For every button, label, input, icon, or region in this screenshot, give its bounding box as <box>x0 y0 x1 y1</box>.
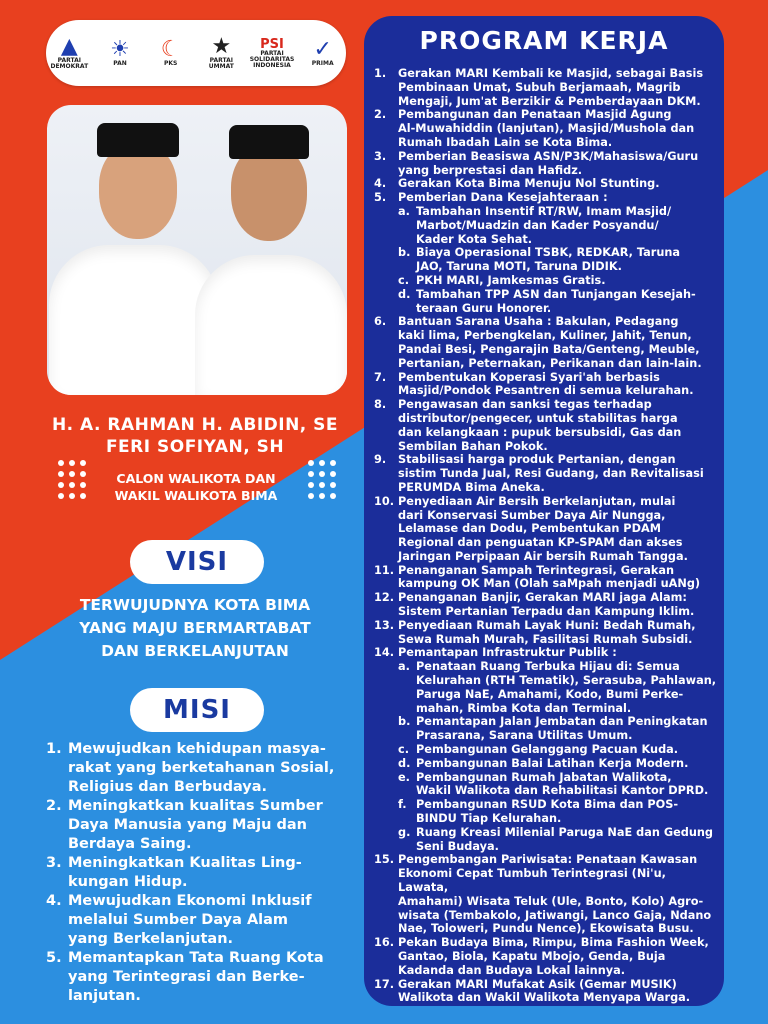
program-sub-line: Pembangunan RSUD Kota Bima dan POS- <box>416 798 679 812</box>
misi-line: Memantapkan Tata Ruang Kota <box>68 950 324 966</box>
program-number: 10. <box>374 494 395 508</box>
program-line: Pekan Budaya Bima, Rimpu, Bima Fashion Week, <box>398 936 709 950</box>
program-line: kaki lima, Perbengkelan, Kuliner, Jahit, Tenun, <box>398 329 692 343</box>
program-number: 16. <box>374 936 395 950</box>
program-sub-line: Prasarana, Sarana Utilitas Umum. <box>416 729 633 743</box>
misi-item <box>46 854 356 892</box>
program-line: Penyediaan Air Bersih Berkelanjutan, mulai <box>398 494 676 508</box>
program-subitem <box>398 715 720 743</box>
program-sub-letter: a. <box>398 660 410 674</box>
program-sub-line: Wakil Walikota dan Rehabilitasi Kantor DPRD. <box>416 784 709 798</box>
program-sub-line: BINDU Tiap Kelurahan. <box>416 812 562 826</box>
program-subitem <box>398 771 720 799</box>
program-item <box>374 646 720 853</box>
program-text <box>398 936 720 977</box>
party-logo-label: PARTAI UMMAT <box>208 57 234 70</box>
program-line: Gerakan MARI Mufakat Asik (Gemar MUSIK) <box>398 977 677 991</box>
misi-line: Mewujudkan kehidupan masya- <box>68 741 326 757</box>
program-sub-letter: d. <box>398 287 411 301</box>
party-logo-label: PARTAI DEMOKRAT <box>50 57 89 70</box>
party-logo <box>97 29 144 77</box>
party-logos-bar <box>46 20 346 86</box>
program-sub-line: Marbot/Muadzin dan Kader Posyandu/ <box>416 218 659 232</box>
program-sub-text <box>416 246 680 274</box>
program-text <box>398 371 720 399</box>
program-line: Pemberian Beasiswa ASN/P3K/Mahasiswa/Guru <box>398 149 699 163</box>
misi-line: Daya Manusia yang Maju dan <box>68 817 307 833</box>
party-logo <box>299 29 346 77</box>
program-line: Penanganan Sampah Terintegrasi, Gerakan <box>398 563 675 577</box>
party-logo-label: PKS <box>163 60 178 67</box>
program-item <box>374 398 720 453</box>
misi-line: melalui Sumber Daya Alam <box>68 912 289 928</box>
misi-list <box>46 740 356 1006</box>
candidate-1-shirt <box>49 245 219 395</box>
program-line: Regional dan penguatan KP-SPAM dan akses <box>398 536 683 550</box>
misi-number: 5. <box>46 950 62 966</box>
program-item <box>374 177 720 191</box>
program-item <box>374 453 720 494</box>
program-number: 5. <box>374 191 387 205</box>
program-sub-text <box>416 660 716 715</box>
program-item <box>374 371 720 399</box>
party-logo <box>46 29 93 77</box>
position-line-1: CALON WALIKOTA DAN <box>116 471 276 486</box>
program-sub-text <box>416 757 688 771</box>
program-sub-line: Seni Budaya. <box>416 839 499 853</box>
misi-text <box>68 797 323 854</box>
program-line: Pandai Besi, Pengarajin Bata/Genteng, Meuble, <box>398 342 700 356</box>
program-line: Sembilan Bahan Pokok. <box>398 439 548 453</box>
program-sub-line: Pemantapan Jalan Jembatan dan Peningkatan <box>416 715 708 729</box>
program-line: Jaringan Perpipaan Air bersih Rumah Tangga. <box>398 549 688 563</box>
program-text <box>398 853 720 936</box>
program-subitem <box>398 757 720 771</box>
program-line: Pembinaan Umat, Subuh Berjamaah, Magrib <box>398 80 681 94</box>
program-line: Bantuan Sarana Usaha : Bakulan, Pedagang <box>398 315 679 329</box>
misi-text <box>68 949 324 1006</box>
program-sub-line: Kader Kota Sehat. <box>416 232 533 246</box>
visi-heading: VISI <box>130 540 264 584</box>
program-line: distributor/pengecer, untuk stabilitas harga <box>398 411 678 425</box>
program-line: Nae, Toloweri, Pundu Nence), Ekowisata Busu. <box>398 922 694 936</box>
misi-item <box>46 892 356 949</box>
program-text <box>398 315 720 370</box>
program-number: 11. <box>374 563 395 577</box>
program-sub-text <box>416 205 671 246</box>
visi-line: TERWUJUDNYA KOTA BIMA <box>79 596 311 614</box>
program-sub-letter: d. <box>398 756 411 770</box>
misi-line: Berdaya Saing. <box>68 836 192 852</box>
candidate-2-shirt <box>195 255 347 395</box>
program-line: Pengawasan dan sanksi tegas terhadap <box>398 398 652 412</box>
party-logo-mark: ☀ <box>110 37 130 62</box>
program-number: 1. <box>374 67 387 80</box>
program-sub-line: Pembangunan Gelanggang Pacuan Kuda. <box>416 743 679 757</box>
program-subitem <box>398 798 720 826</box>
program-text <box>398 591 720 619</box>
candidate-name-1: H. A. RAHMAN H. ABIDIN, SE <box>51 415 339 435</box>
candidate-names <box>40 414 350 458</box>
program-subitem <box>398 274 720 288</box>
program-item <box>374 150 720 178</box>
program-line: wisata (Tembakolo, Jatiwangi, Lanco Gaja, Ndano <box>398 908 712 922</box>
program-line: Mengaji, Jum'at Berzikir & Pemberdayaan DKM. <box>398 94 701 108</box>
program-line: Rumah Ibadah Lain se Kota Bima. <box>398 135 613 149</box>
program-item <box>374 936 720 977</box>
program-sub-text <box>416 771 708 799</box>
program-subitem <box>398 826 720 854</box>
misi-line: Meningkatkan Kualitas Ling- <box>68 855 302 871</box>
program-subitem <box>398 660 720 715</box>
misi-line: Religius dan Berbudaya. <box>68 779 268 795</box>
program-line: Pertanian, Peternakan, Perikanan dan lain-lain. <box>398 356 702 370</box>
program-text <box>398 619 720 647</box>
program-number: 15. <box>374 853 395 867</box>
party-logo <box>198 29 245 77</box>
program-line: Sewa Rumah Murah, Fasilitasi Rumah Subsidi. <box>398 632 693 646</box>
program-item <box>374 495 720 564</box>
program-item <box>374 853 720 936</box>
program-sub-letter: g. <box>398 825 411 839</box>
decor-dots-left <box>58 460 86 499</box>
program-line: sistim Tunda Jual, Resi Gudang, dan Revitalisasi <box>398 467 704 481</box>
misi-line: rakat yang berketahanan Sosial, <box>68 760 335 776</box>
program-sub-line: Paruga NaE, Amahami, Kodo, Bumi Perke- <box>416 687 684 701</box>
program-number: 9. <box>374 453 387 467</box>
program-line: Gantao, Biola, Kapatu Mbojo, Genda, Buja <box>398 950 666 963</box>
program-subitem <box>398 246 720 274</box>
misi-number: 2. <box>46 798 62 814</box>
candidate-2-cap <box>229 125 309 159</box>
program-line: yang berprestasi dan Hafidz. <box>398 163 583 177</box>
program-line: Pembangunan dan Penataan Masjid Agung <box>398 108 672 122</box>
program-text <box>398 495 720 564</box>
program-sub-line: JAO, Taruna MOTI, Taruna DIDIK. <box>416 260 622 274</box>
candidate-1-face <box>99 143 177 239</box>
party-logo-mark: ☾ <box>160 37 181 62</box>
program-line: Pengembangan Pariwisata: Penataan Kawasan <box>398 853 698 867</box>
program-line: Lelamase dan Dodu, Pembentukan PDAM <box>398 522 661 536</box>
program-subitem <box>398 205 720 246</box>
program-sub-line: mahan, Rimba Kota dan Terminal. <box>416 701 632 715</box>
program-sub-text <box>416 798 678 826</box>
party-logo-mark: PSI <box>260 36 284 52</box>
program-line: kampung OK Man (Olah saMpah menjadi uANg) <box>398 577 701 591</box>
misi-number: 3. <box>46 855 62 871</box>
program-sub-letter: b. <box>398 246 411 260</box>
candidate-position <box>96 470 296 504</box>
misi-item <box>46 797 356 854</box>
candidate-2-face <box>231 145 307 241</box>
program-number: 6. <box>374 315 387 329</box>
program-item <box>374 978 720 1006</box>
visi-line: YANG MAJU BERMARTABAT <box>79 619 311 637</box>
program-line: Pemantapan Infrastruktur Publik : <box>398 646 617 660</box>
program-sub-letter: b. <box>398 715 411 729</box>
program-line: Stabilisasi harga produk Pertanian, dengan <box>398 453 676 467</box>
candidate-1-cap <box>97 123 179 157</box>
party-logo-label: PAN <box>113 60 127 67</box>
decor-dots-right <box>308 460 336 499</box>
program-line: Sistem Pertanian Terpadu dan Kampung Iklim. <box>398 605 695 619</box>
misi-text <box>68 854 302 892</box>
program-sublist <box>398 205 720 315</box>
program-line: Penanganan Banjir, Gerakan MARI jaga Alam: <box>398 591 687 605</box>
program-text <box>398 453 720 494</box>
program-text <box>398 108 720 149</box>
candidates-photo <box>47 105 347 395</box>
program-text <box>398 67 720 108</box>
misi-line: Meningkatkan kualitas Sumber <box>68 798 323 814</box>
program-line: Gerakan MARI Kembali ke Masjid, sebagai Basis <box>398 67 704 80</box>
program-line: Masjid/Pondok Pesantren di semua kelurahan. <box>398 384 694 398</box>
program-item <box>374 191 720 315</box>
program-line: Amahami) Wisata Teluk (Ule, Bonto, Kolo) Agro- <box>398 894 704 908</box>
program-number: 14. <box>374 646 395 660</box>
program-line: Al-Muwahiddin (lanjutan), Masjid/Mushola dan <box>398 122 695 136</box>
program-number: 17. <box>374 977 395 991</box>
program-sub-line: Tambahan TPP ASN dan Tunjangan Kesejah- <box>416 287 696 301</box>
party-logo <box>147 29 194 77</box>
program-sub-line: PKH MARI, Jamkesmas Gratis. <box>416 273 606 287</box>
misi-line: lanjutan. <box>68 988 141 1004</box>
program-sub-line: Pembangunan Rumah Jabatan Walikota, <box>416 770 672 784</box>
program-number: 7. <box>374 370 387 384</box>
program-line: Pembentukan Koperasi Syari'ah berbasis <box>398 370 660 384</box>
visi-line: DAN BERKELANJUTAN <box>101 642 289 660</box>
program-text <box>398 564 720 592</box>
position-line-2: WAKIL WALIKOTA BIMA <box>114 488 278 503</box>
program-line: Kadanda dan Budaya Lokal lainnya. <box>398 963 626 977</box>
party-logo <box>249 29 296 77</box>
program-item <box>374 619 720 647</box>
program-sub-line: Biaya Operasional TSBK, REDKAR, Taruna <box>416 246 681 260</box>
program-sub-line: Tambahan Insentif RT/RW, Imam Masjid/ <box>416 204 672 218</box>
program-number: 8. <box>374 398 387 412</box>
party-logo-label: PARTAI SOLIDARITAS INDONESIA <box>249 49 295 69</box>
program-number: 3. <box>374 149 387 163</box>
program-number: 13. <box>374 618 395 632</box>
program-line: dan kelangkaan : pupuk bersubsidi, Gas dan <box>398 425 682 439</box>
misi-item <box>46 949 356 1006</box>
party-logo-mark: ▲ <box>60 34 78 59</box>
program-text <box>398 646 720 853</box>
program-item <box>374 108 720 149</box>
program-kerja-list <box>374 67 720 1005</box>
candidate-name-2: FERI SOFIYAN, SH <box>105 437 285 457</box>
program-text <box>398 398 720 453</box>
program-sub-letter: c. <box>398 743 409 757</box>
misi-item <box>46 740 356 797</box>
party-logo-mark: ✓ <box>313 37 332 62</box>
program-item <box>374 564 720 592</box>
program-line: Walikota dan Wakil Walikota Menyapa Warga. <box>398 991 691 1005</box>
program-line: Ekonomi Cepat Tumbuh Terintegrasi (Ni'u, Lawata, <box>398 867 666 895</box>
party-logo-mark: ★ <box>211 34 232 59</box>
program-sub-text <box>416 274 606 288</box>
program-sub-letter: a. <box>398 204 410 218</box>
party-logo-label: PRIMA <box>311 60 334 67</box>
program-kerja-title: PROGRAM KERJA <box>419 26 669 55</box>
program-sub-text <box>416 715 708 743</box>
program-sub-letter: e. <box>398 770 410 784</box>
program-number: 2. <box>374 108 387 122</box>
program-sub-line: Ruang Kreasi Milenial Paruga NaE dan Gedung <box>416 825 714 839</box>
visi-text <box>40 594 350 663</box>
program-text <box>398 177 720 191</box>
program-item <box>374 591 720 619</box>
misi-heading: MISI <box>130 688 264 732</box>
misi-number: 1. <box>46 741 62 757</box>
program-text <box>398 191 720 315</box>
program-line: Gerakan Kota Bima Menuju Nol Stunting. <box>398 177 660 191</box>
program-number: 12. <box>374 591 395 605</box>
program-sub-line: Kelurahan (RTH Tematik), Serasuba, Pahlawan, <box>416 674 717 688</box>
program-sub-text <box>416 288 696 316</box>
program-text <box>398 978 720 1006</box>
misi-line: yang Berkelanjutan. <box>68 931 234 947</box>
misi-line: yang Terintegrasi dan Berke- <box>68 969 305 985</box>
program-line: PERUMDA Bima Aneka. <box>398 480 545 494</box>
program-sub-line: teraan Guru Honorer. <box>416 301 552 315</box>
program-line: Penyediaan Rumah Layak Huni: Bedah Rumah, <box>398 618 696 632</box>
program-line: Pemberian Dana Kesejahteraan : <box>398 191 608 205</box>
program-subitem <box>398 288 720 316</box>
program-sub-letter: f. <box>398 798 407 812</box>
program-line: dari Konservasi Sumber Daya Air Nungga, <box>398 508 666 522</box>
misi-text <box>68 892 312 949</box>
program-item <box>374 315 720 370</box>
misi-line: Mewujudkan Ekonomi Inklusif <box>68 893 312 909</box>
program-sublist <box>398 660 720 853</box>
misi-text <box>68 740 334 797</box>
program-sub-line: Pembangunan Balai Latihan Kerja Modern. <box>416 756 689 770</box>
misi-number: 4. <box>46 893 62 909</box>
program-item <box>374 67 720 108</box>
program-sub-line: Penataan Ruang Terbuka Hijau di: Semua <box>416 660 680 674</box>
program-number: 4. <box>374 177 387 191</box>
program-subitem <box>398 743 720 757</box>
program-sub-text <box>416 743 678 757</box>
program-sub-letter: c. <box>398 273 409 287</box>
program-text <box>398 150 720 178</box>
program-sub-text <box>416 826 713 854</box>
misi-line: kungan Hidup. <box>68 874 188 890</box>
